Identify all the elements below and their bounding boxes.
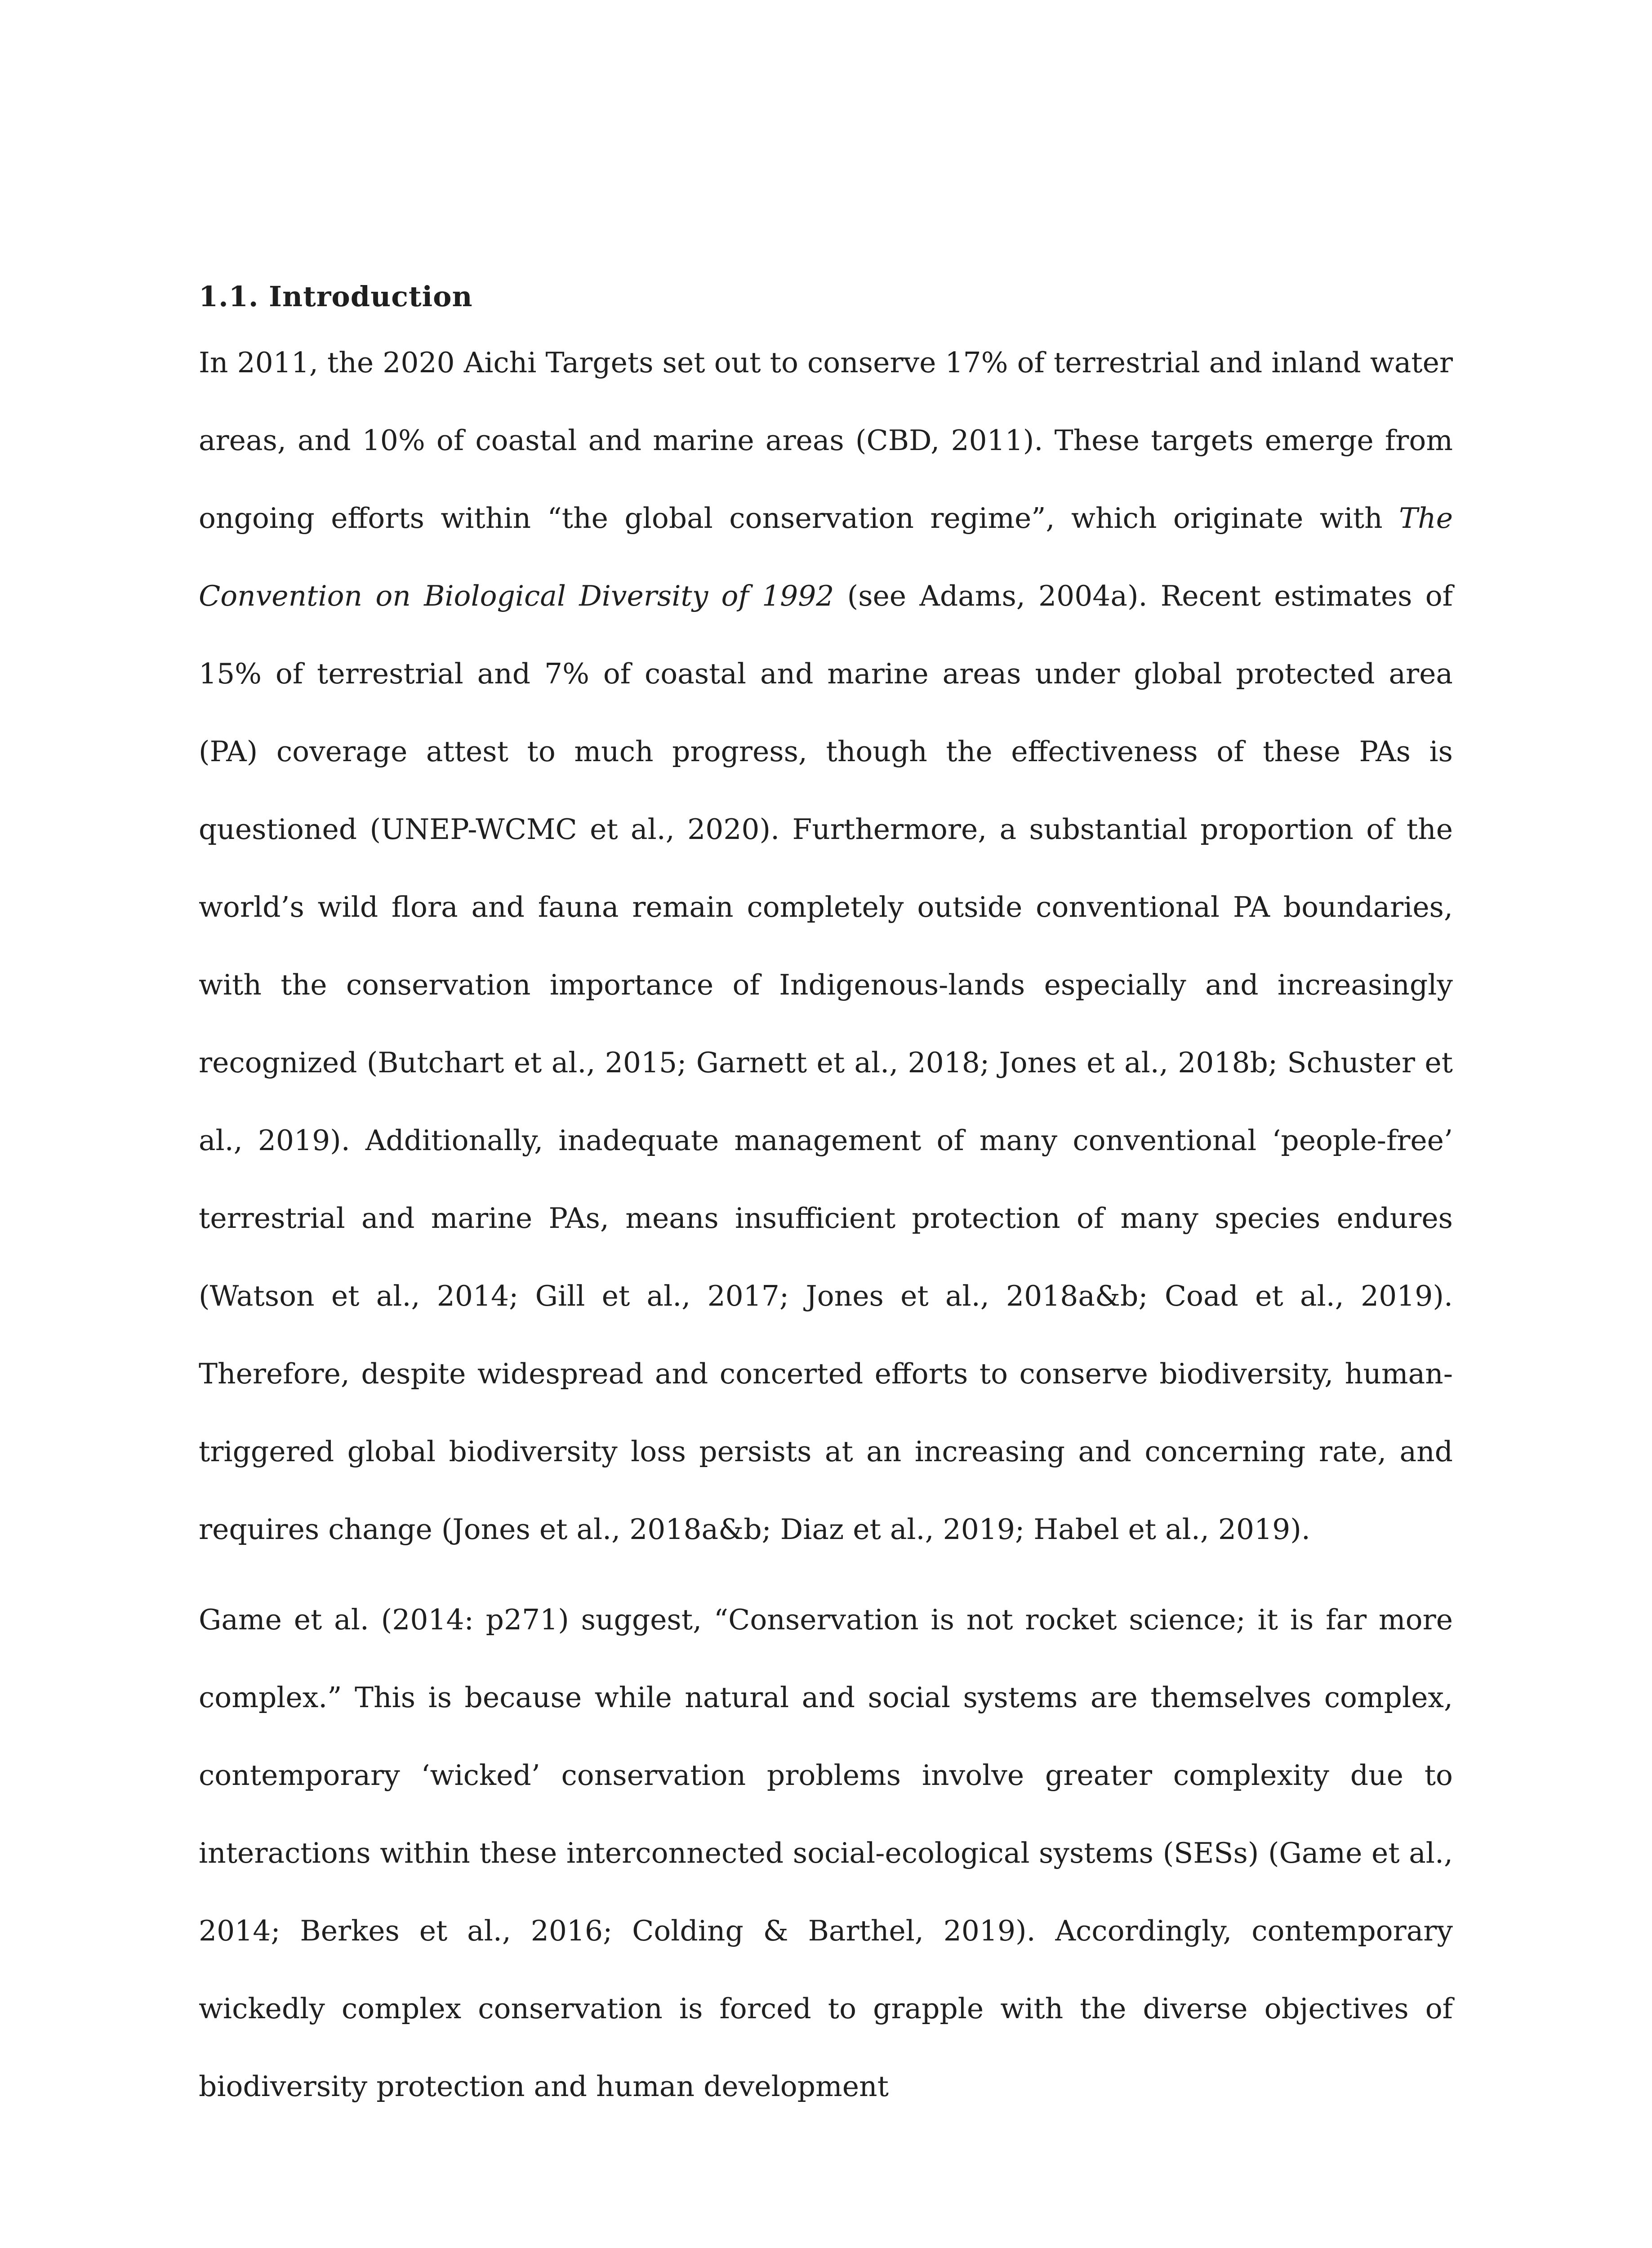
paragraph-2: Game et al. (2014: p271) suggest, “Conservation is not rocket science; it is far more complex.” This is because while natural and social systems are themselves complex, contemporary ‘wicked’ conservation problems involve greater complexity due to interactions within these interconnected social-ecological systems (SESs) (Game et al., 2014; Berkes et al., 2016; Colding & Barthel, 2019). Accordingly, contemporary wickedly complex conservation is forced to grapple with the diverse objectives of biodiversity protection and human development (199, 1603, 1453, 2103)
paragraph-1-text-b: (see Adams, 2004a). Recent estimates of 15% of terrestrial and 7% of coastal and marine areas under global protected area (PA) coverage attest to much progress, though the effectiveness of these PAs is questioned (UNEP-WCMC et al., 2020). Furthermore, a substantial proportion of the world’s wild flora and fauna remain completely outside conventional PA boundaries, with the conservation importance of Indigenous-lands especially and increasingly recognized (Butchart et al., 2015; Garnett et al., 2018; Jones et al., 2018b; Schuster et al., 2019). Additionally, inadequate management of many conventional ‘people-free’ terrestrial and marine PAs, means insufficient protection of many species endures (Watson et al., 2014; Gill et al., 2017; Jones et al., 2018a&b; Coad et al., 2019). Therefore, despite widespread and concerted efforts to conserve biodiversity, human-triggered global biodiversity loss persists at an increasing and concerning rate, and requires change (Jones et al., 2018a&b; Diaz et al., 2019; Habel et al., 2019). (199, 580, 1453, 1546)
paragraph-1 (199, 324, 1453, 1568)
paragraph-1-italic-title: The Convention on Biological Diversity of 1992 (199, 502, 1453, 612)
page-content (199, 274, 1453, 2125)
paragraph-1-text-a: In 2011, the 2020 Aichi Targets set out to conserve 17% of terrestrial and inland water areas, and 10% of coastal and marine areas (CBD, 2011). These targets emerge from ongoing efforts within “the global conservation regime”, which originate with (199, 346, 1453, 535)
section-heading: 1.1. Introduction (199, 280, 473, 313)
